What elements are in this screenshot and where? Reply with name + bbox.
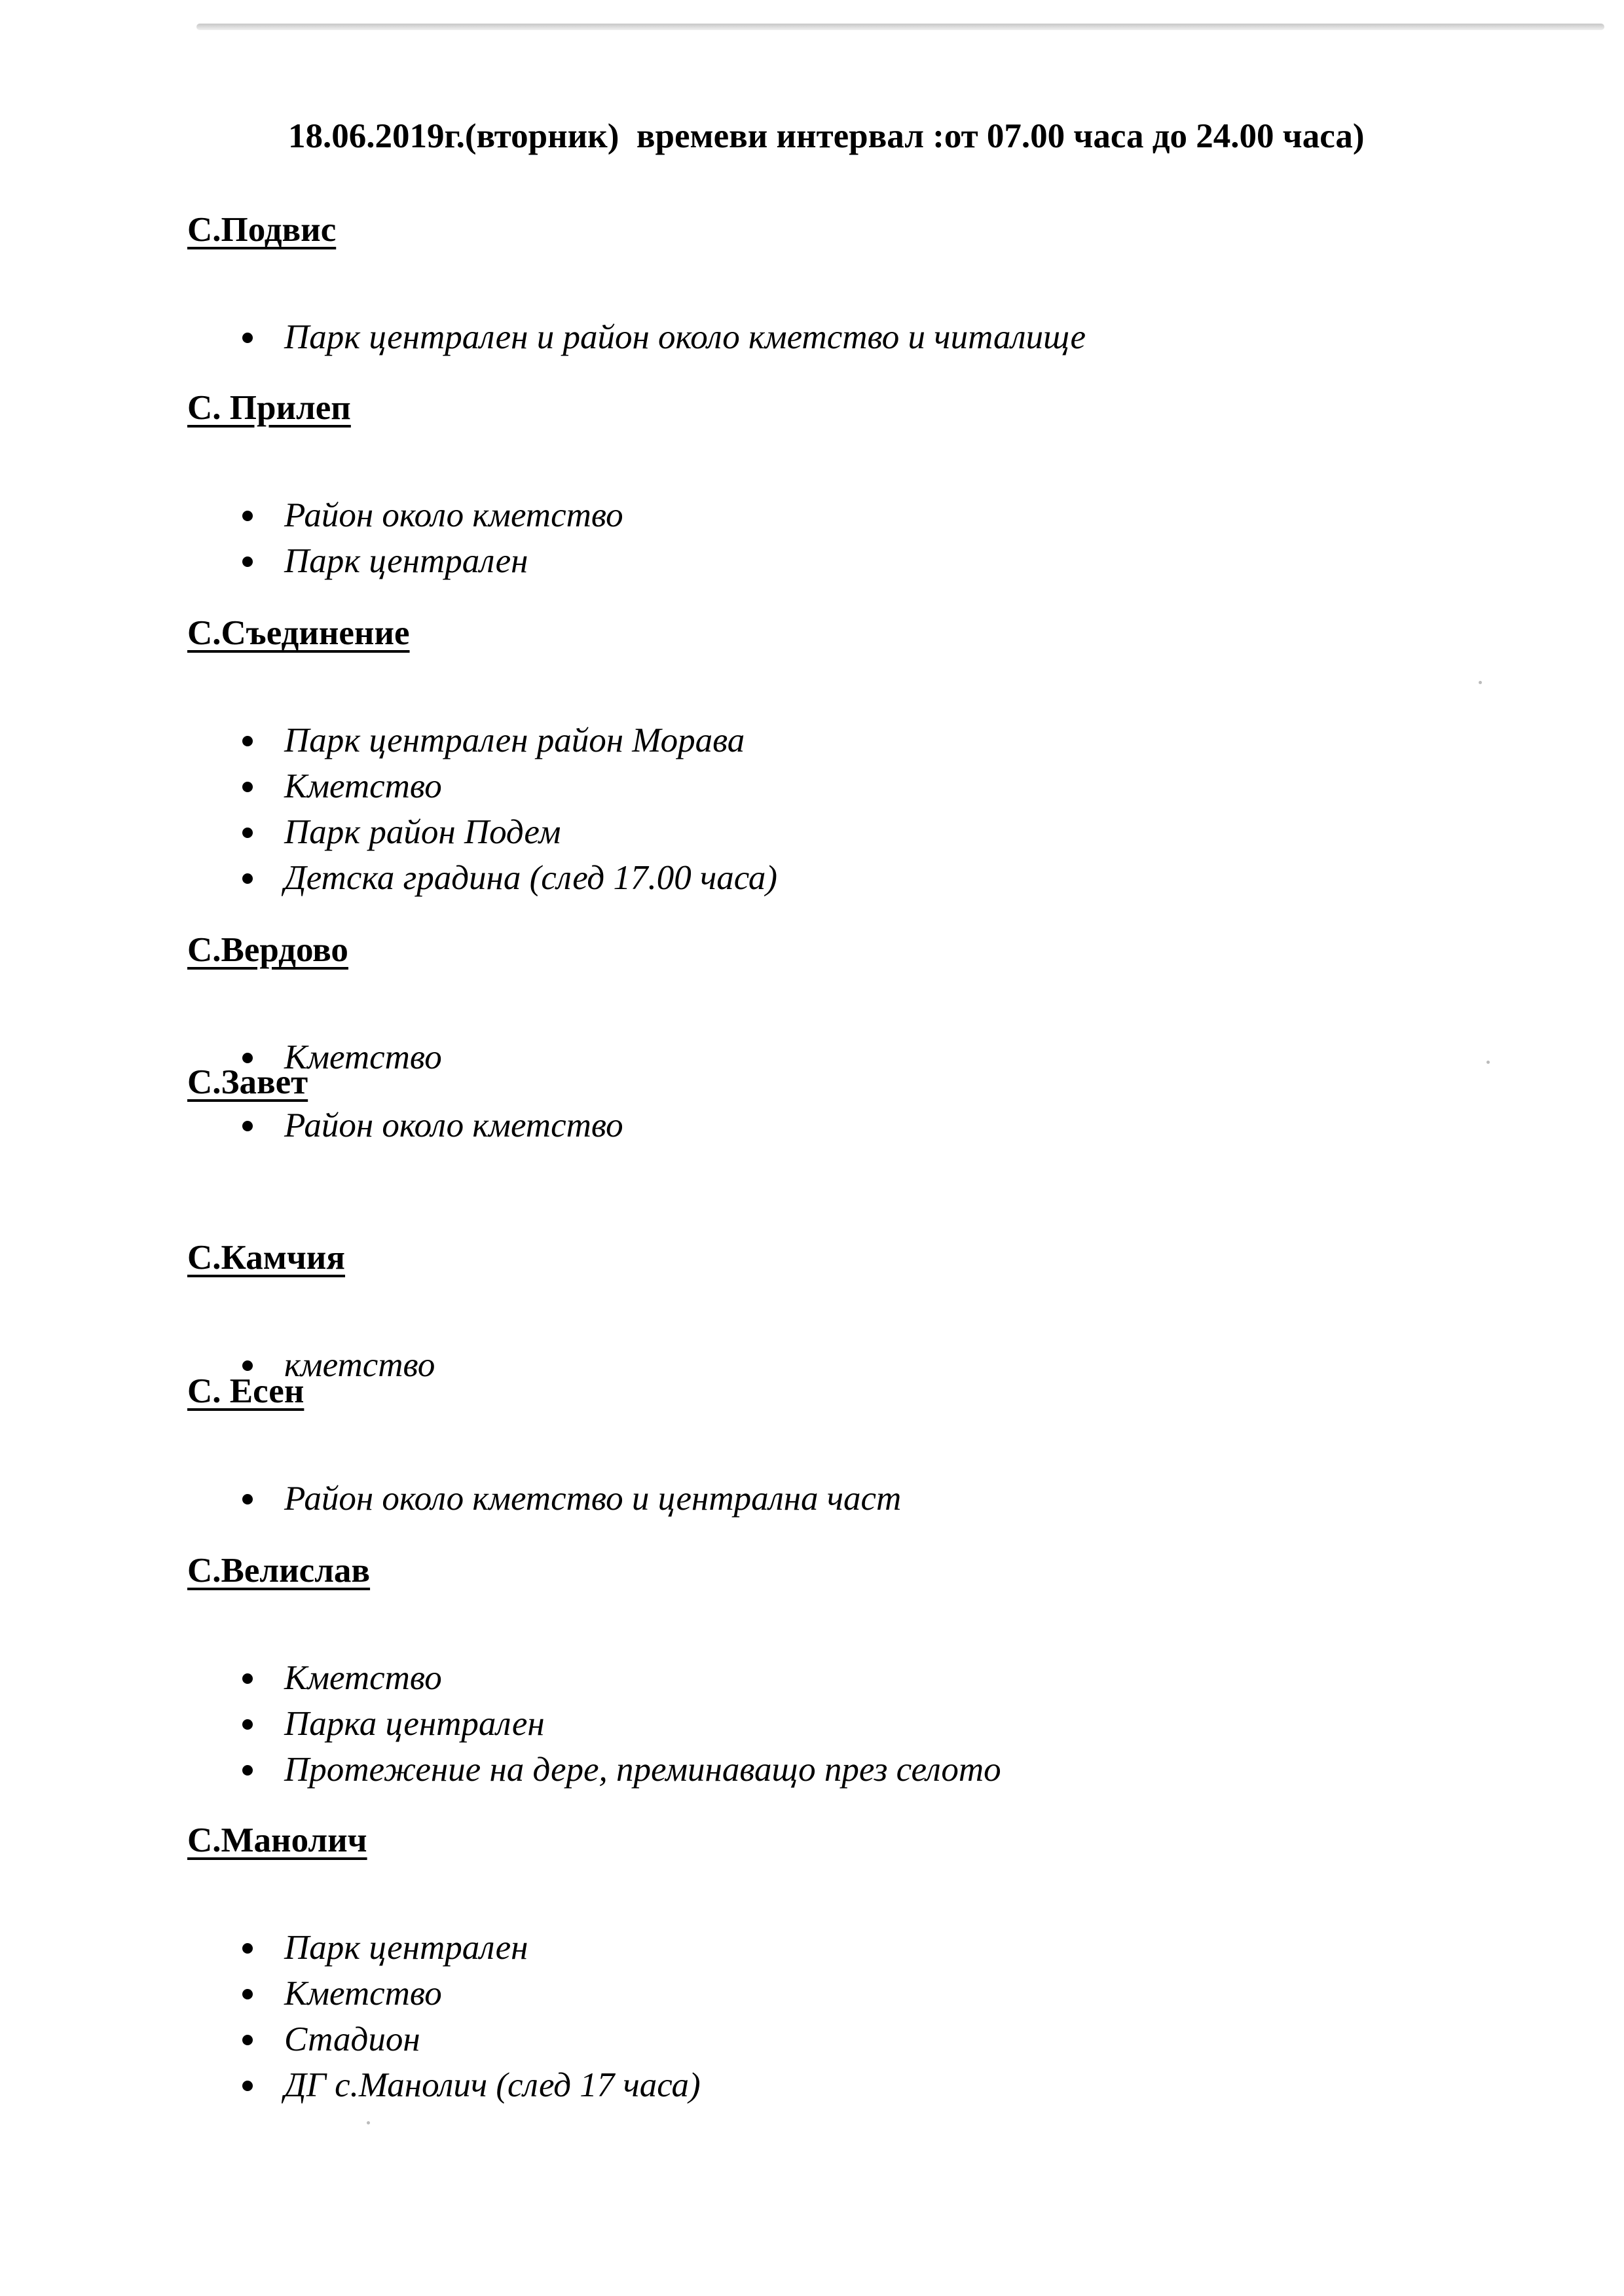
list-item (187, 314, 1497, 360)
bullet-icon (242, 1360, 253, 1371)
list-item (187, 1701, 1497, 1747)
list-item (187, 1971, 1497, 2016)
list-item-text: Парк централен район Морава (284, 721, 745, 759)
list-item-text: Кметство (284, 767, 442, 805)
section-heading: С.Завет (187, 1063, 308, 1101)
item-list (187, 1476, 1497, 1522)
bullet-icon (242, 1765, 253, 1776)
bullet-icon (242, 828, 253, 838)
item-list (187, 1102, 1497, 1148)
bullet-icon (242, 736, 253, 746)
section-manolich (187, 1820, 1497, 2108)
bullet-icon (242, 1989, 253, 1999)
bullet-icon (242, 556, 253, 567)
section-saedinenie (187, 613, 1497, 901)
bullet-icon (242, 782, 253, 792)
bullet-icon (242, 2081, 253, 2091)
list-item-text: Район около кметство (284, 1106, 623, 1144)
list-item (187, 538, 1497, 584)
list-item (187, 1655, 1497, 1701)
section-verdovo (187, 930, 1497, 1080)
bullet-icon (242, 1943, 253, 1954)
bullet-icon (242, 333, 253, 343)
list-item-text: Кметство (284, 1038, 442, 1076)
bullet-icon (242, 511, 253, 521)
bullet-icon (242, 1673, 253, 1684)
page-title: 18.06.2019г.(вторник) времеви интервал :от 07.00 часа до 24.00 часа) (288, 117, 1365, 155)
list-item (187, 1102, 1497, 1148)
section-esen (187, 1371, 1497, 1522)
section-podvis (187, 210, 1497, 360)
list-item (187, 1476, 1497, 1522)
bullet-icon (242, 2035, 253, 2045)
list-item (187, 809, 1497, 855)
section-prilep (187, 388, 1497, 584)
list-item (187, 718, 1497, 763)
item-list (187, 718, 1497, 901)
bullet-icon (242, 873, 253, 884)
list-item-text: Парк централен (284, 1929, 528, 1967)
section-heading: С.Съединение (187, 614, 410, 652)
section-heading: С. Прилеп (187, 389, 351, 427)
list-item (187, 763, 1497, 809)
list-item-text: Парка централен (284, 1705, 545, 1743)
list-item (187, 1747, 1497, 1793)
list-item-text: Парк район Подем (284, 813, 561, 851)
scan-top-edge-shadow (196, 24, 1604, 30)
list-item (187, 492, 1497, 538)
section-heading: С.Камчия (187, 1239, 345, 1277)
item-list (187, 492, 1497, 584)
list-item (187, 855, 1497, 901)
list-item (187, 2016, 1497, 2062)
item-list (187, 1925, 1497, 2108)
list-item (187, 2062, 1497, 2108)
scan-speck (367, 2121, 370, 2124)
list-item-text: Кметство (284, 1659, 442, 1697)
list-item-text: кметство (284, 1346, 435, 1384)
bullet-icon (242, 1719, 253, 1730)
list-item-text: Стадион (284, 2020, 420, 2058)
list-item-text: ДГ с.Манолич (след 17 часа) (284, 2066, 701, 2104)
bullet-icon (242, 1121, 253, 1131)
list-item-text: Парк централен и район около кметство и читалище (284, 318, 1086, 356)
section-heading: С.Вердово (187, 931, 348, 969)
section-zavet (187, 1062, 1497, 1148)
section-heading: С.Велислав (187, 1552, 371, 1590)
list-item (187, 1925, 1497, 1971)
section-heading: С. Есен (187, 1372, 304, 1410)
bullet-icon (242, 1494, 253, 1504)
section-velislav (187, 1550, 1497, 1793)
section-kamchia (187, 1237, 1497, 1388)
list-item-text: Район около кметство и централна част (284, 1480, 902, 1518)
list-item-text: Кметство (284, 1975, 442, 2013)
list-item-text: Протежение на дере, преминаващо през селото (284, 1751, 1001, 1789)
item-list (187, 1655, 1497, 1793)
item-list (187, 314, 1497, 360)
list-item-text: Район около кметство (284, 496, 623, 534)
section-heading: С.Манолич (187, 1821, 367, 1859)
list-item-text: Детска градина (след 17.00 часа) (284, 859, 778, 897)
list-item-text: Парк централен (284, 542, 528, 580)
section-heading: С.Подвис (187, 211, 337, 249)
